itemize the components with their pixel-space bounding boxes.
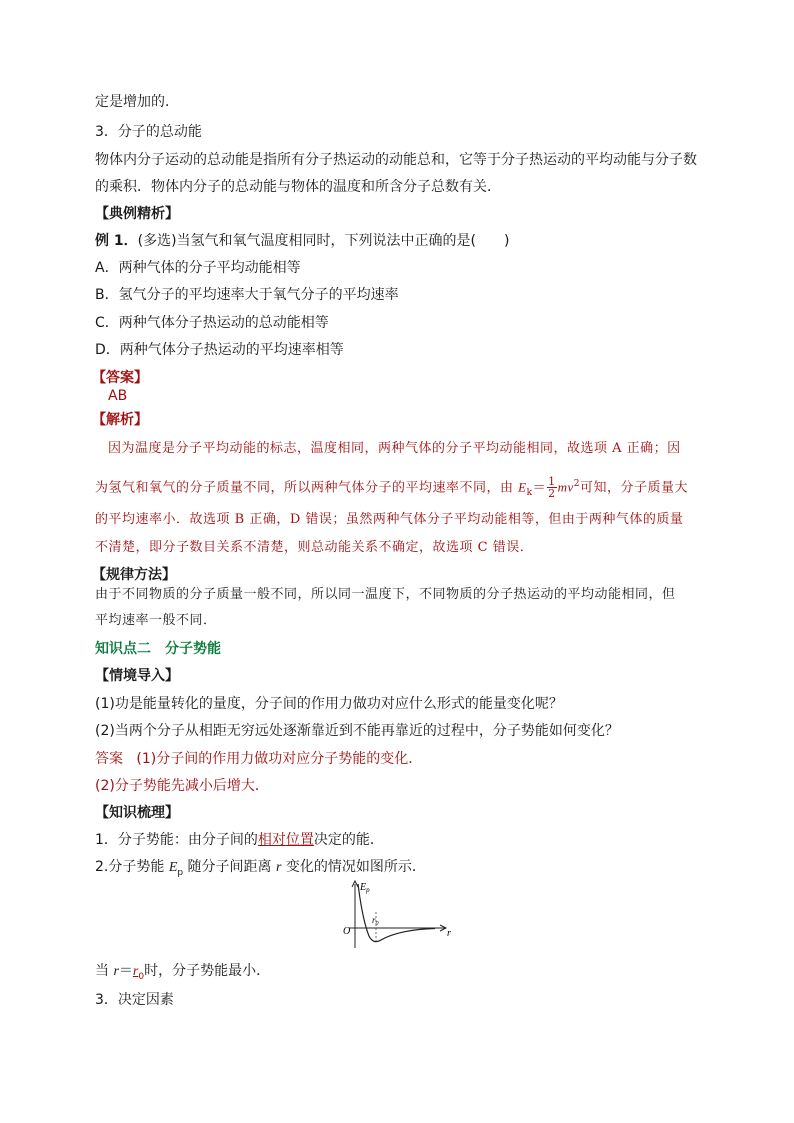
text-line: 物体内分子运动的总动能是指所有分子热运动的动能总和，它等于分子热运动的平均动能与分子数: [95, 152, 697, 168]
example-heading: 【典例精析】: [95, 206, 179, 222]
analysis-line-formula: 为氢气和氧气的分子质量不同，所以两种气体分子的平均速率不同，由 $E_k=$ $\frac{1}{2}$ $mv^2$可知，分子质量大: [95, 475, 688, 501]
knowledge-4: 3．决定因素: [95, 992, 174, 1008]
blank-answer-r0: $r_0$: [132, 964, 145, 982]
knowledge-2: 2.分子势能 $E_p$ 随分子间距离 r 变化的情况如图所示．: [95, 859, 426, 878]
potential-energy-graph: [335, 878, 460, 953]
option-c: C．两种气体分子热运动的总动能相等: [95, 315, 329, 331]
answer-1: 答案 (1)分子间的作用力做功对应分子势能的变化．: [95, 751, 423, 767]
r0-label: $r_0$: [372, 915, 379, 927]
intro-heading: 【情境导入】: [95, 668, 179, 684]
method-line: 由于不同物质的分子质量一般不同，所以同一温度下，不同物质的分子热运动的平均动能相同，但: [95, 587, 676, 602]
blank-answer: 相对位置: [257, 832, 314, 848]
knowledge-3: 当 $r=r_0$时，分子势能最小．: [95, 963, 271, 982]
example-question: [95, 231, 705, 251]
method-line: 平均速率一般不同．: [95, 613, 217, 628]
analysis-line: 不清楚，即分子数目关系不清楚，则总动能关系不确定，故选项 C 错误．: [95, 540, 534, 555]
text-line: 定是增加的．: [95, 94, 179, 110]
answer-value: AB: [108, 388, 128, 404]
method-heading: 【规律方法】: [92, 567, 176, 583]
option-d: D．两种气体分子热运动的平均速率相等: [95, 342, 344, 358]
example-label: 例 1．: [95, 233, 138, 249]
option-b: B．氢气分子的平均速率大于氧气分子的平均速率: [95, 287, 399, 303]
answer-2: (2)分子势能先减小后增大．: [95, 778, 269, 794]
origin-label: O: [343, 926, 351, 937]
review-heading: 【知识梳理】: [95, 805, 179, 821]
subheading-total-kinetic-energy: 3．分子的总动能: [95, 124, 202, 140]
answer-label: 答案: [95, 751, 123, 767]
x-axis-label: r: [447, 928, 451, 939]
question-2: (2)当两个分子从相距无穷远处逐渐靠近到不能再靠近的过程中，分子势能如何变化？: [95, 723, 619, 739]
question-1: (1)功是能量转化的量度，分子间的作用力做功对应什么形式的能量变化呢？: [95, 696, 563, 712]
knowledge-1: 1．分子势能：由分子间的相对位置决定的能．: [95, 832, 384, 848]
option-a: A．两种气体的分子平均动能相等: [95, 260, 301, 276]
analysis-line: 因为温度是分子平均动能的标志，温度相同，两种气体的分子平均动能相同，故选项 A 正确；因: [108, 441, 681, 456]
fraction-one-half: $\frac{1}{2}$: [548, 475, 556, 501]
analysis-line: 的平均速率小．故选项 B 正确，D 错误；虽然两种气体分子平均动能相等，但由于两种气体的质量: [95, 512, 684, 527]
question-text: (多选)当氢气和氧气温度相同时，下列说法中正确的是( ): [137, 233, 510, 249]
y-axis-label: $E_p$: [360, 882, 370, 894]
text-line: 的乘积．物体内分子的总动能与物体的温度和所含分子总数有关．: [95, 179, 501, 195]
section-title: 知识点二 分子势能: [95, 641, 221, 657]
answer-heading: 【答案】: [92, 370, 148, 386]
analysis-heading: 【解析】: [92, 412, 148, 428]
